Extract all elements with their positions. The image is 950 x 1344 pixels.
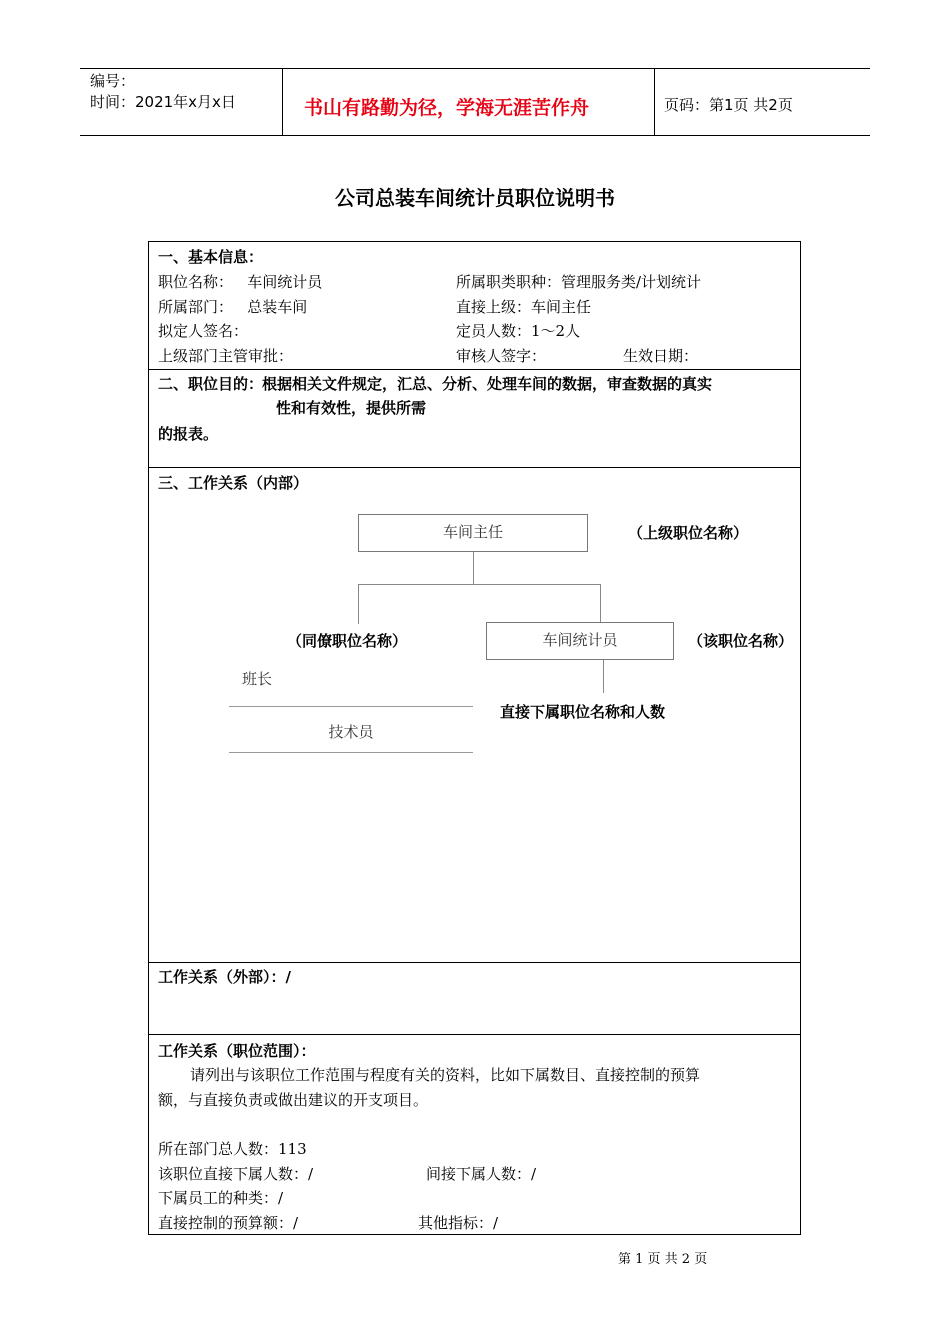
purpose-heading: 二、职位目的： [158, 375, 264, 393]
org-connector-horizontal [358, 584, 601, 585]
peer-item-2: 技术员 [328, 723, 374, 741]
superior-position-note: （上级职位名称） [628, 524, 749, 542]
org-connector-right-drop [600, 584, 601, 622]
peer-item-1: 班长 [242, 670, 273, 688]
motto: 书山有路勤为径，学海无涯苦作舟 [304, 97, 590, 119]
department: 所属部门： 总装车间 [158, 298, 308, 316]
header-divider-right [654, 68, 655, 136]
headcount: 定员人数：1～2人 [456, 322, 581, 340]
scope-heading: 工作关系（职位范围）： [158, 1042, 316, 1060]
self-position-box: 车间统计员 [486, 622, 674, 660]
superior-position-box: 车间主任 [358, 514, 588, 552]
other-indicators: 其他指标：/ [418, 1214, 499, 1232]
org-connector-left-drop [358, 584, 359, 624]
budget-controlled: 直接控制的预算额：/ [158, 1214, 299, 1232]
peer-underline-2 [229, 752, 473, 753]
external-relations-heading: 工作关系（外部）：/ [158, 968, 291, 986]
purpose-line-1: 根据相关文件规定，汇总、分析、处理车间的数据，审查数据的真实 [262, 375, 713, 393]
effective-date: 生效日期： [623, 347, 699, 365]
serial-label: 编号： [90, 72, 136, 90]
purpose-line-3: 的报表。 [158, 425, 219, 443]
position-name: 职位名称： 车间统计员 [158, 273, 323, 291]
direct-subordinates: 该职位直接下属人数：/ [158, 1165, 314, 1183]
peer-position-note: （同僚职位名称） [287, 632, 408, 650]
scope-description-2: 额，与直接负责或做出建议的开支项目。 [158, 1091, 429, 1109]
drafter-signature: 拟定人签名： [158, 322, 249, 340]
org-connector-vertical-top [473, 552, 474, 584]
internal-relations-heading: 三、工作关系（内部） [158, 474, 309, 492]
reviewer-signature: 审核人签字： [456, 347, 547, 365]
org-connector-below-self [603, 659, 604, 693]
department-total: 所在部门总人数：113 [158, 1140, 307, 1158]
purpose-line-2: 性和有效性，提供所需 [276, 399, 427, 417]
header-divider-left [282, 68, 283, 136]
page-code: 页码：第1页 共2页 [664, 96, 793, 114]
subordinates-note: 直接下属职位名称和人数 [500, 703, 666, 721]
indirect-subordinates: 间接下属人数：/ [426, 1165, 537, 1183]
supervisor-approval: 上级部门主管审批： [158, 347, 294, 365]
header-top-rule [80, 68, 870, 69]
row-divider-4 [148, 1034, 801, 1035]
header-bottom-rule [80, 135, 870, 136]
row-divider-1 [148, 369, 801, 370]
scope-description-1: 请列出与该职位工作范围与程度有关的资料，比如下属数目、直接控制的预算 [190, 1066, 701, 1084]
row-divider-2 [148, 467, 801, 468]
time-label: 时间：2021年x月x日 [90, 93, 236, 111]
subordinate-types: 下属员工的种类：/ [158, 1189, 284, 1207]
peer-underline-1 [229, 706, 473, 707]
basic-info-heading: 一、基本信息： [158, 248, 264, 266]
page-footer: 第 1 页 共 2 页 [618, 1252, 708, 1267]
job-category: 所属职类职种：管理服务类/计划统计 [456, 273, 702, 291]
document-title: 公司总装车间统计员职位说明书 [335, 186, 615, 210]
self-position-note: （该职位名称） [688, 632, 794, 650]
direct-superior: 直接上级：车间主任 [456, 298, 592, 316]
row-divider-3 [148, 962, 801, 963]
